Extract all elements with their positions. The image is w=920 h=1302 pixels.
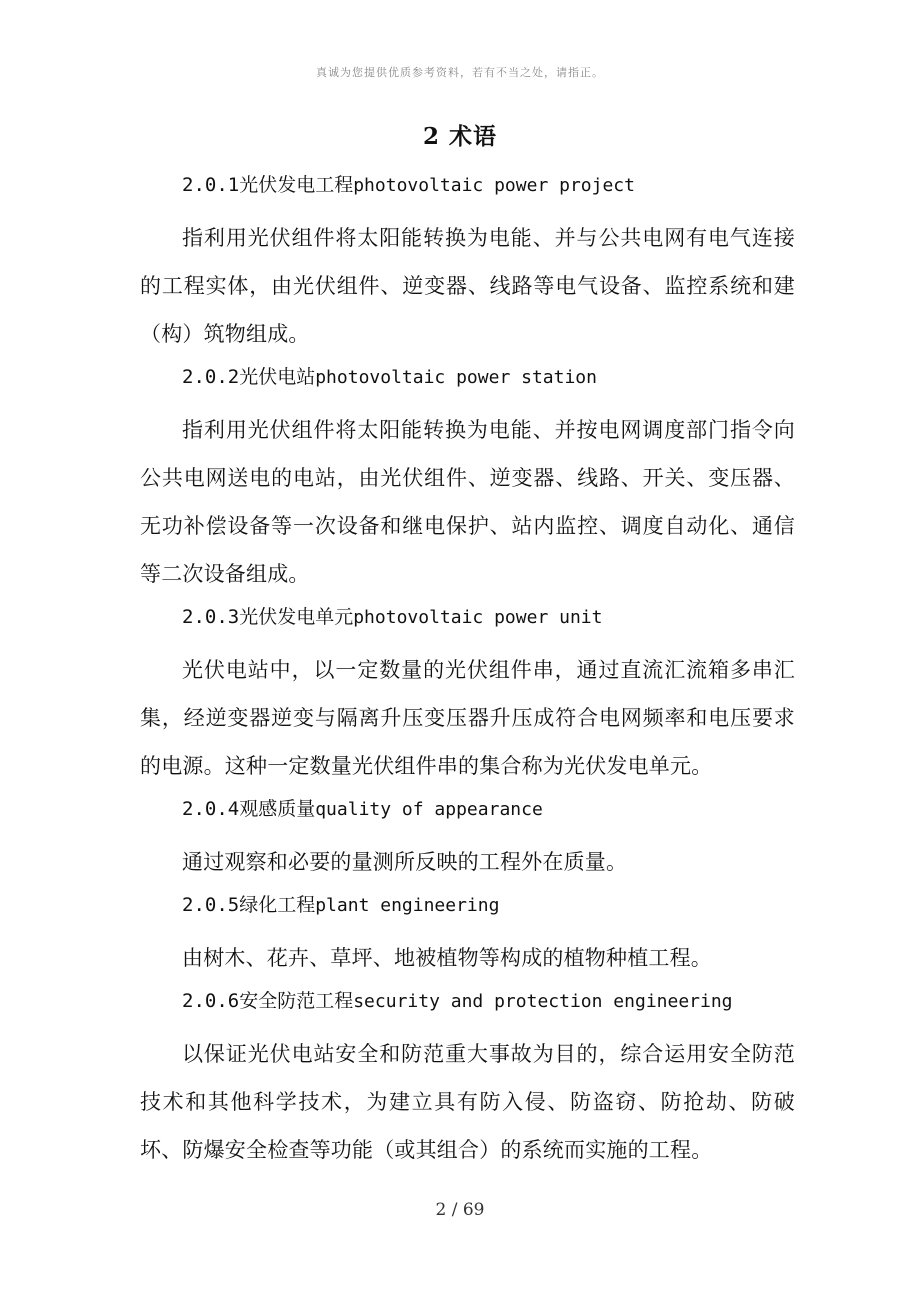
term-heading [140,886,795,934]
term-number: 2.0.1 [182,174,240,196]
term-heading [140,598,795,646]
term-heading [140,358,795,406]
term-definition: 指利用光伏组件将太阳能转换为电能、并按电网调度部门指令向公共电网送电的电站，由光伏组件、逆变器、线路、开关、变压器、无功补偿设备等一次设备和继电保护、站内监控、调度自动化、通信等二次设备组成。 [140,418,795,586]
term-number: 2.0.4 [182,798,240,820]
page-number: 2 / 69 [435,1200,485,1220]
term-heading [140,982,795,1030]
term-2-0-2 [140,358,795,598]
term-number: 2.0.6 [182,990,240,1012]
term-name-cn: 光伏发电单元 [239,606,354,628]
terms-content [140,166,795,1174]
term-name-cn: 光伏电站 [239,366,316,388]
term-2-0-5 [140,886,795,982]
term-definition: 由树木、花卉、草坪、地被植物等构成的植物种植工程。 [182,946,712,970]
term-name-en: photovoltaic power unit [353,607,603,628]
term-2-0-6 [140,982,795,1174]
term-number: 2.0.2 [182,366,240,388]
term-name-en: photovoltaic power project [353,175,635,196]
term-definition: 光伏电站中，以一定数量的光伏组件串，通过直流汇流箱多串汇集，经逆变器逆变与隔离升压变压器升压成符合电网频率和电压要求的电源。这种一定数量光伏组件串的集合称为光伏发电单元。 [140,658,795,778]
term-name-en: quality of appearance [315,799,543,820]
term-name-en: plant engineering [315,895,500,916]
term-heading [140,166,795,214]
header-note: 真诚为您提供优质参考资料，若有不当之处，请指正。 [316,66,604,79]
term-2-0-1 [140,166,795,358]
term-name-en: photovoltaic power station [315,367,597,388]
term-definition: 指利用光伏组件将太阳能转换为电能、并与公共电网有电气连接的工程实体，由光伏组件、逆变器、线路等电气设备、监控系统和建（构）筑物组成。 [140,226,795,346]
term-name-cn: 绿化工程 [239,894,316,916]
section-title: 2 术语 [422,123,497,150]
term-definition: 通过观察和必要的量测所反映的工程外在质量。 [182,850,628,874]
term-heading [140,790,795,838]
term-2-0-4 [140,790,795,886]
term-number: 2.0.3 [182,606,240,628]
term-2-0-3 [140,598,795,790]
term-name-cn: 光伏发电工程 [239,174,354,196]
term-name-en: security and protection engineering [353,991,733,1012]
term-number: 2.0.5 [182,894,240,916]
term-name-cn: 安全防范工程 [239,990,354,1012]
term-name-cn: 观感质量 [239,798,316,820]
term-definition: 以保证光伏电站安全和防范重大事故为目的，综合运用安全防范技术和其他科学技术，为建立具有防入侵、防盗窃、防抢劫、防破坏、防爆安全检查等功能（或其组合）的系统而实施的工程。 [140,1042,795,1162]
